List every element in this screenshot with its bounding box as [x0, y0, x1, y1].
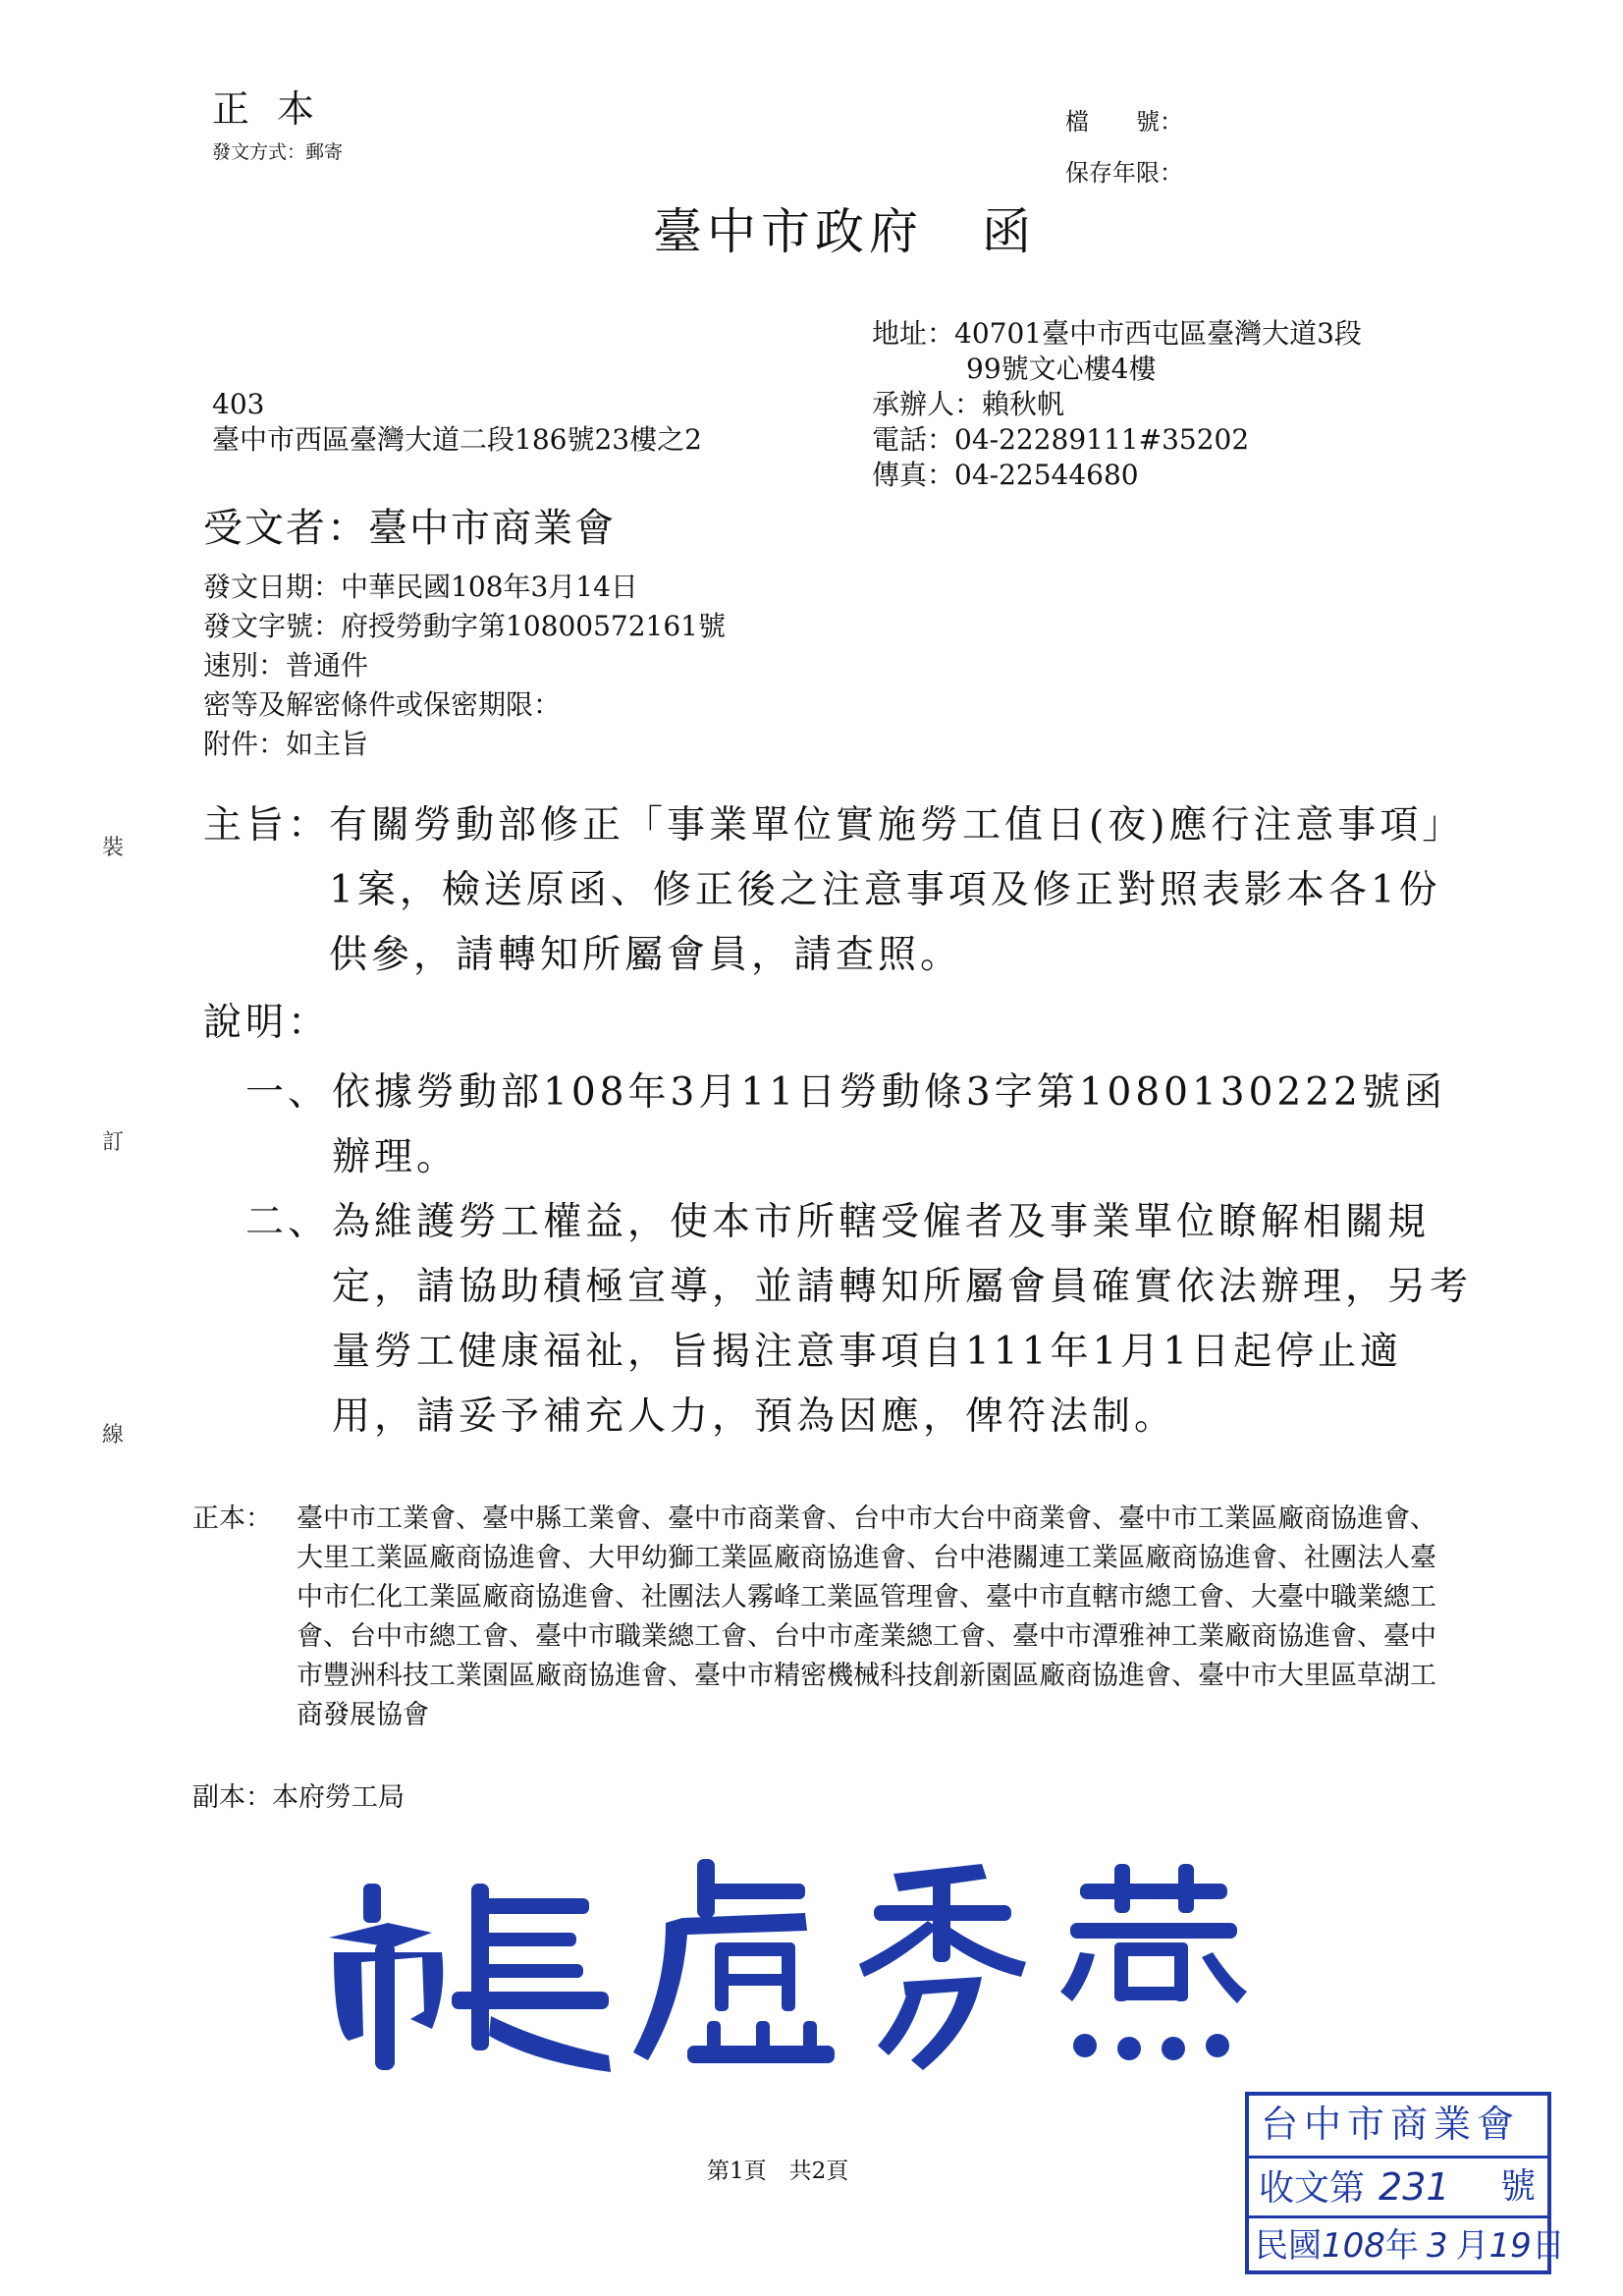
distribution-original: [192, 1500, 1459, 1735]
recipient-street-address: 臺中市西區臺灣大道二段186號23樓之2: [212, 423, 702, 456]
send-method: 發文方式：郵寄: [212, 141, 344, 163]
sender-address-line1: 地址：40701臺中市西屯區臺灣大道3段: [872, 317, 1362, 350]
document-title: [653, 192, 1036, 263]
signature-char-shi: [329, 1884, 443, 2070]
issue-date: 發文日期：中華民國108年3月14日: [203, 571, 638, 603]
receipt-stamp: [1245, 2092, 1565, 2274]
copy-type-label: 正本: [212, 87, 343, 131]
binding-mark-xian: 線: [102, 1423, 125, 1448]
explanation-item-number: 一、: [245, 1070, 331, 1115]
subject-label: 主旨：: [203, 803, 331, 847]
receipt-number-handwritten: 231: [1379, 2165, 1450, 2209]
receipt-stamp-date-row: [1249, 2215, 1565, 2274]
recipient-postal-code: 403: [212, 388, 265, 420]
distribution-original-list: 臺中市工業會、臺中縣工業會、臺中市商業會、台中市大台中商業會、臺中市工業區廠商協進會、大里工業區廠商協進會、大甲幼獅工業區廠商協進會、台中港關連工業區廠商協進會、社團法人臺中市仁化工業區廠商協進會、社團法人霧峰工業區管理會、臺中市直轄市總工會、大臺中職業總工會、台中市總工會、臺中市職業總工會、台中市產業總工會、臺中市潭雅神工業廠商協進會、臺中市豐洲科技工業園區廠商協進會、臺中市精密機械科技創新園區廠商協進會、臺中市大里區草湖工商發展協會: [297, 1503, 1436, 1730]
explanation-label: 說明：: [203, 1001, 331, 1045]
binding-mark-ding: 訂: [102, 1130, 125, 1155]
receipt-date-day-unit: 日: [1531, 2226, 1565, 2266]
signature-brush-strokes: [329, 1859, 1247, 2072]
receipt-date-month: 3: [1426, 2226, 1448, 2266]
priority: 速別：普通件: [203, 649, 369, 682]
receipt-number-prefix: 收文第: [1259, 2168, 1366, 2209]
signature-char-zhang: [452, 1884, 611, 2072]
explanation-item: [245, 1061, 1473, 1190]
receipt-date-year-unit: 年: [1384, 2226, 1419, 2266]
attachment: 附件：如主旨: [203, 728, 369, 760]
receipt-stamp-number-row: [1249, 2156, 1547, 2215]
issuing-agency: 臺中市政府: [653, 203, 923, 260]
binding-mark-zhuang: 裝: [102, 836, 125, 860]
page-indicator: 第1頁 共2頁: [707, 2159, 849, 2184]
receipt-stamp-org: 台中市商業會: [1261, 2103, 1521, 2146]
signature-char-yan: [1060, 1864, 1247, 2060]
explanation-item-number: 二、: [245, 1200, 331, 1244]
distribution-original-label: 正本：: [192, 1503, 272, 1534]
receipt-number-suffix: 號: [1499, 2166, 1536, 2207]
subject-section: [203, 793, 1470, 988]
sender-handler: 承辦人：賴秋帆: [872, 388, 1065, 420]
recipient-address: [212, 387, 702, 458]
sender-info: [872, 316, 1362, 493]
receipt-date-prefix: 民國: [1255, 2226, 1322, 2266]
receipt-date-day: 19: [1488, 2226, 1532, 2266]
explanation-item-text: 為維護勞工權益，使本市所轄受僱者及事業單位瞭解相關規定，請協助積極宣導，並請轉知所屬會員確實依法辦理，另考量勞工健康福祉，旨揭注意事項自111年1月1日起停止適用，請妥予補充人力，預為因應，俾符法制。: [332, 1200, 1473, 1439]
document-number: 發文字號：府授勞動字第10800572161號: [203, 610, 726, 642]
recipient: 受文者：臺中市商業會: [203, 506, 616, 551]
signature-char-lu: [633, 1859, 835, 2063]
subject-text: 有關勞動部修正「事業單位實施勞工值日(夜)應行注意事項」1案，檢送原函、修正後之注意事項及修正對照表影本各1份供參，請轉知所屬會員，請查照。: [329, 803, 1465, 977]
confidentiality: 密等及解密條件或保密期限：: [203, 688, 562, 721]
signature-char-xiu: [859, 1864, 1026, 2070]
explanation-item-text: 依據勞動部108年3月11日勞動條3字第1080130222號函辦理。: [332, 1070, 1446, 1179]
document-kind: 函: [982, 203, 1036, 260]
distribution-copy: 副本：本府勞工局: [192, 1782, 405, 1813]
file-number-label: 檔 號：: [1065, 108, 1183, 136]
explanation-item: [245, 1190, 1473, 1449]
mayor-signature-stamp: [295, 1844, 1325, 2080]
document-fields: [203, 568, 726, 764]
receipt-date-month-unit: 月: [1455, 2226, 1489, 2266]
sender-phone: 電話：04-22289111#35202: [872, 423, 1250, 456]
sender-fax: 傳真：04-22544680: [872, 459, 1139, 491]
sender-address-line2: 99號文心樓4樓: [966, 353, 1157, 385]
receipt-date-year: 108: [1322, 2226, 1385, 2266]
retention-period-label: 保存年限：: [1065, 159, 1183, 187]
